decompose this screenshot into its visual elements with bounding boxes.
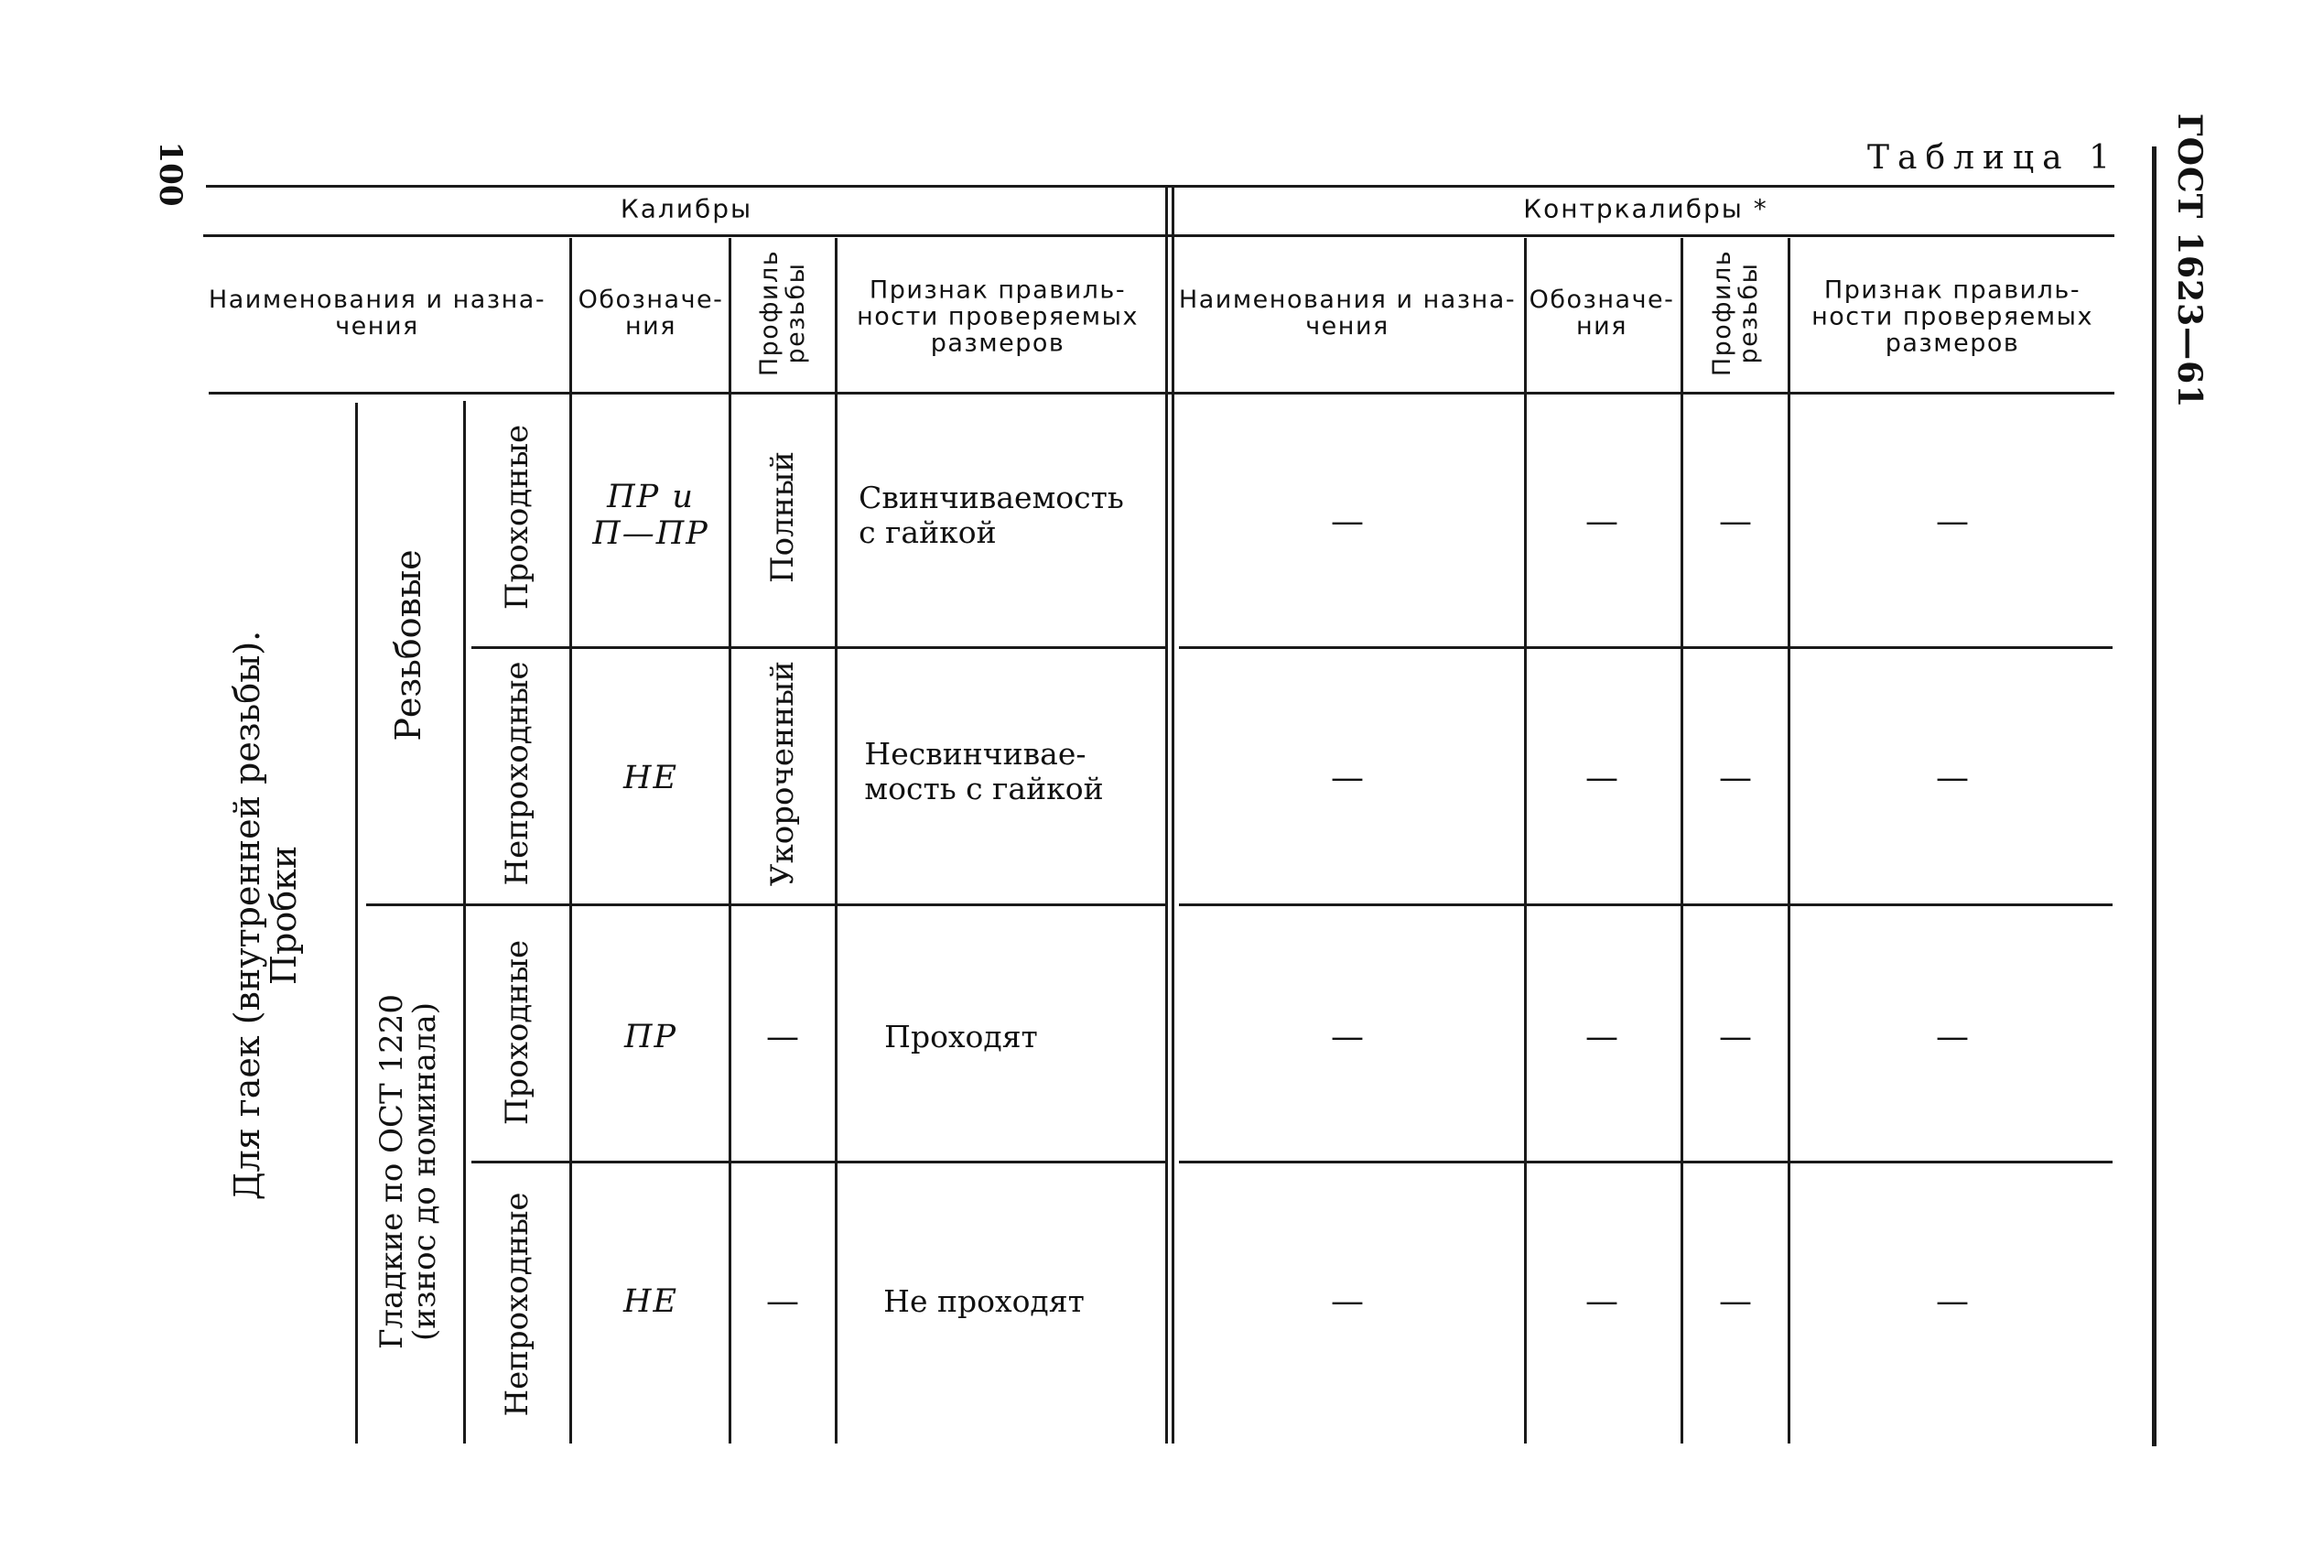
cc-header-correctness-sign: Признак правиль- ности проверяемых размеров bbox=[1811, 276, 2093, 358]
row3-cc-name: — bbox=[1331, 1018, 1364, 1056]
row3-profile: — bbox=[766, 1018, 799, 1056]
row3-cc-designation: — bbox=[1585, 1018, 1618, 1056]
page-number: 100 bbox=[152, 141, 189, 207]
row2-sign: Несвинчивае- мость с гайкой bbox=[864, 736, 1104, 806]
row4-designation: НЕ bbox=[622, 1283, 679, 1320]
table-title: Таблица 1 bbox=[1867, 139, 2118, 177]
row1-profile: Полный bbox=[764, 450, 801, 584]
subcategory-smooth: Гладкие по ОСТ 1220 (износ до номинала) bbox=[373, 994, 443, 1349]
row1-type: Проходные bbox=[499, 424, 535, 611]
row4-sign: Не проходят bbox=[883, 1283, 1085, 1319]
col-subcategory-rule bbox=[463, 401, 466, 1444]
row2-bottom-rule-left bbox=[366, 903, 1167, 906]
row3-bottom-rule-left bbox=[471, 1161, 1167, 1163]
double-divider-a bbox=[1165, 188, 1168, 1444]
row1-cc-name: — bbox=[1331, 503, 1364, 541]
col-type-rule bbox=[569, 238, 572, 1444]
group-header-rule bbox=[203, 234, 2114, 237]
row2-cc-sign: — bbox=[1936, 759, 1969, 797]
row4-type: Непроходные bbox=[499, 1192, 535, 1417]
cc-header-name-purpose: Наименования и назна- чения bbox=[1178, 286, 1517, 341]
row2-cc-profile: — bbox=[1719, 759, 1752, 797]
row2-designation: НЕ bbox=[622, 760, 679, 796]
col-profile-rule bbox=[835, 238, 838, 1444]
row3-bottom-rule-right bbox=[1179, 1161, 2113, 1163]
row1-bottom-rule-right bbox=[1179, 646, 2113, 649]
row4-profile: — bbox=[766, 1282, 799, 1321]
subcategory-threaded: Резьбовые bbox=[388, 549, 428, 741]
header-name-purpose: Наименования и назна- чения bbox=[208, 286, 546, 341]
col-category-rule bbox=[355, 403, 358, 1444]
cc-header-designation: Обозначе- ния bbox=[1529, 286, 1675, 341]
row3-designation: ПР bbox=[623, 1019, 678, 1055]
row2-bottom-rule-right bbox=[1179, 903, 2113, 906]
row1-sign: Свинчиваемость с гайкой bbox=[859, 480, 1124, 550]
group-header-calibers: Калибры bbox=[620, 193, 753, 224]
row2-cc-name: — bbox=[1331, 759, 1364, 797]
cc-col-designation-rule bbox=[1681, 238, 1683, 1444]
row3-cc-sign: — bbox=[1936, 1018, 1969, 1056]
main-category-label: Для гаек (внутренней резьбы). Пробки bbox=[227, 630, 304, 1201]
col-designation-rule bbox=[729, 238, 731, 1444]
row1-cc-profile: — bbox=[1719, 503, 1752, 541]
row3-type: Проходные bbox=[499, 939, 535, 1126]
row1-cc-designation: — bbox=[1585, 503, 1618, 541]
cc-col-name-rule bbox=[1524, 238, 1527, 1444]
standard-code: ГОСТ 1623—61 bbox=[2170, 113, 2209, 409]
double-divider-b bbox=[1172, 188, 1174, 1444]
group-header-counter-calibers: Контркалибры * bbox=[1523, 193, 1768, 224]
row4-cc-sign: — bbox=[1936, 1282, 1969, 1321]
table-top-rule bbox=[206, 185, 2114, 188]
header-designation: Обозначе- ния bbox=[578, 286, 724, 341]
cc-header-thread-profile: Профиль резьбы bbox=[1708, 249, 1763, 377]
row3-cc-profile: — bbox=[1719, 1018, 1752, 1056]
row4-cc-designation: — bbox=[1585, 1282, 1618, 1321]
row2-profile: Укороченный bbox=[764, 660, 801, 887]
header-correctness-sign: Признак правиль- ности проверяемых размеров bbox=[857, 276, 1139, 358]
row4-cc-profile: — bbox=[1719, 1282, 1752, 1321]
header-thread-profile: Профиль резьбы bbox=[755, 249, 810, 377]
row1-bottom-rule-left bbox=[471, 646, 1167, 649]
row4-cc-name: — bbox=[1331, 1282, 1364, 1321]
row1-designation: ПР и П—ПР bbox=[592, 479, 709, 552]
header-bottom-rule bbox=[209, 392, 2114, 395]
row2-cc-designation: — bbox=[1585, 759, 1618, 797]
right-margin-rule bbox=[2152, 146, 2156, 1446]
cc-col-profile-rule bbox=[1788, 238, 1790, 1444]
row3-sign: Проходят bbox=[884, 1019, 1038, 1054]
row1-cc-sign: — bbox=[1936, 503, 1969, 541]
row2-type: Непроходные bbox=[499, 661, 535, 886]
